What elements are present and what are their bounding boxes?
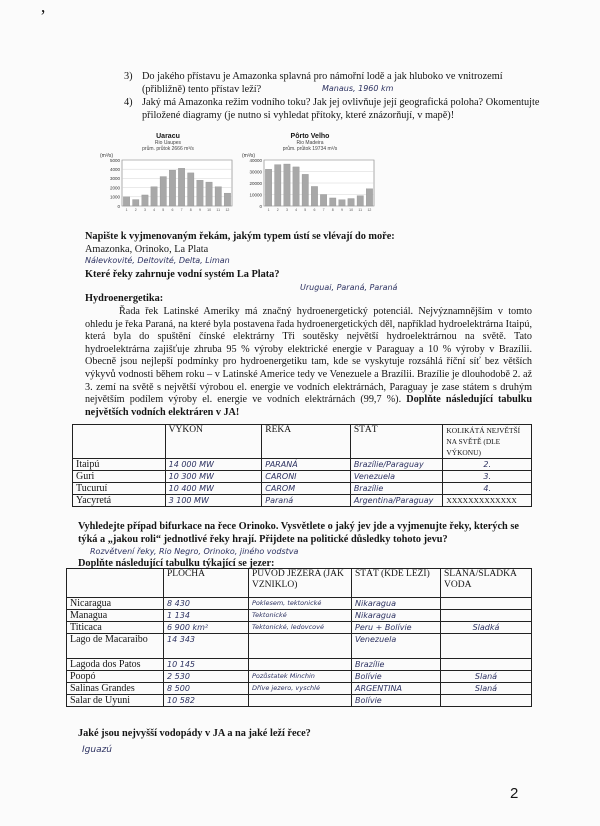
chart-river: Rio Madeira xyxy=(296,140,324,146)
table-cell: Guri xyxy=(73,471,166,483)
table-cell[interactable]: 8 500 xyxy=(164,683,249,695)
table-cell[interactable] xyxy=(249,695,352,707)
hydro-heading: Hydroenergetika: xyxy=(85,293,164,304)
table-cell[interactable]: CAROM xyxy=(262,483,351,495)
bar xyxy=(348,199,354,206)
waterfall-question: Jaké jsou nejvyšší vodopády v JA a na jaké leží řece? xyxy=(78,728,311,739)
table-cell[interactable]: Poklesem, tektonické xyxy=(249,598,352,610)
table-cell: Salar de Uyuni xyxy=(67,695,164,707)
x-tick-label: 5 xyxy=(162,208,165,212)
table-cell[interactable]: Dříve jezero, vyschlé xyxy=(249,683,352,695)
table-cell[interactable]: Venezuela xyxy=(352,634,441,659)
table-row xyxy=(73,483,532,495)
bar xyxy=(293,167,299,206)
page-number: 2 xyxy=(510,785,519,802)
table-cell[interactable]: ARGENTINA xyxy=(352,683,441,695)
mouth-question: Napište k vyjmenovaným řekám, jakým typem ústí se vlévají do moře: xyxy=(85,231,395,242)
table-cell[interactable]: Venezuela xyxy=(350,471,443,483)
y-tick-label: 0 xyxy=(259,203,262,209)
table-cell: XXXXXXXXXXXXX xyxy=(443,495,532,507)
table-cell[interactable]: 10 582 xyxy=(164,695,249,707)
x-tick-label: 7 xyxy=(180,208,183,212)
mouth-river-list: Amazonka, Orinoko, La Plata xyxy=(85,244,209,255)
chart-flow: prům. průtok 19734 m³/s xyxy=(282,146,338,152)
x-tick-label: 2 xyxy=(134,208,137,212)
x-tick-label: 2 xyxy=(276,208,279,212)
table-row xyxy=(73,471,532,483)
header-cell: VÝKON xyxy=(165,425,262,459)
bifurcation-question: Vyhledejte případ bifurkace na řece Orinoko. Vysvětlete o jaký jev jde a vyjmenujte řeky, kterých se týká a „jakou roli“ jednotlivé řeky hrají. Přijdete na politické důsledky tohoto jevu? xyxy=(78,521,519,545)
x-tick-label: 3 xyxy=(285,208,288,212)
table-cell: Yacyretá xyxy=(73,495,166,507)
table-cell[interactable]: Nikaragua xyxy=(352,598,441,610)
table-row xyxy=(67,659,532,671)
table-cell[interactable]: 10 145 xyxy=(164,659,249,671)
y-tick-label: 20000 xyxy=(249,180,262,186)
table-cell: Lagoda dos Patos xyxy=(67,659,164,671)
header-cell: STÁT xyxy=(350,425,443,459)
table-cell[interactable]: Slaná xyxy=(441,683,532,695)
question-4-number: 4) xyxy=(124,97,133,108)
table-cell[interactable]: CARONI xyxy=(262,471,351,483)
header-cell: ŘEKA xyxy=(262,425,351,459)
question-4 xyxy=(124,96,547,122)
x-tick-label: 5 xyxy=(304,208,307,212)
table-cell[interactable]: Brazílie xyxy=(350,483,443,495)
chart-flow: prům. průtok 2666 m³/s xyxy=(142,146,194,152)
y-tick-label: 5000 xyxy=(109,157,120,163)
table-cell[interactable]: Bolívie xyxy=(352,695,441,707)
table-cell: Tucuruí xyxy=(73,483,166,495)
header-cell xyxy=(67,569,164,598)
header-cell: STÁT (KDE LEŽÍ) xyxy=(352,569,441,598)
x-tick-label: 1 xyxy=(267,208,270,212)
chart-title: Pôrto Velho xyxy=(290,133,330,140)
la-plata-answer: Uruguai, Paraná, Paraná xyxy=(300,283,398,292)
chart-river: Rio Uaupes xyxy=(154,140,182,146)
question-4-text: Jaký má Amazonka režim vodního toku? Jak jej ovlivňuje její geografická poloha? Okomentujte přiložené diagramy (je nutno si vyhledat přítoky, které znázorňují, v mapě)! xyxy=(142,97,540,121)
table-cell[interactable]: 6 900 km² xyxy=(164,622,249,634)
table-row xyxy=(67,598,532,610)
x-tick-label: 12 xyxy=(367,208,372,212)
bar xyxy=(275,165,281,206)
mouth-answer: Nálevkovité, Deltovité, Delta, Liman xyxy=(85,256,230,265)
table-cell: Salinas Grandes xyxy=(67,683,164,695)
question-3-answer: Manaus, 1960 km xyxy=(322,84,394,93)
question-3-number: 3) xyxy=(124,71,133,82)
table-cell[interactable]: Nikaragua xyxy=(352,610,441,622)
bar xyxy=(265,169,271,206)
table-cell[interactable]: Argentina/Paraguay xyxy=(350,495,443,507)
header-cell: PŮVOD JEZERA (JAK VZNIKLO) xyxy=(249,569,352,598)
bar xyxy=(206,182,212,206)
table-cell[interactable]: PARANÁ xyxy=(262,459,351,471)
x-tick-label: 4 xyxy=(153,208,156,212)
table-cell[interactable] xyxy=(441,598,532,610)
y-tick-label: 40000 xyxy=(249,157,262,163)
y-tick-label: 10000 xyxy=(249,192,262,198)
bar xyxy=(188,173,194,206)
x-tick-label: 1 xyxy=(125,208,128,212)
table-row xyxy=(67,622,532,634)
chart-plot xyxy=(240,152,380,214)
y-tick-label: 4000 xyxy=(109,167,120,172)
question-3-text: Do jakého přístavu je Amazonka splavná pro námořní lodě a jak hluboko ve vnitrozemí (přibližně) tento přístav leží? xyxy=(142,71,503,95)
y-axis-unit: (m³/s) xyxy=(242,153,256,159)
bar xyxy=(151,187,157,206)
table-cell[interactable] xyxy=(441,634,532,659)
table-cell[interactable] xyxy=(249,634,352,659)
table-row xyxy=(73,459,532,471)
x-tick-label: 6 xyxy=(171,208,174,212)
bar xyxy=(133,200,139,206)
table-cell: Itaipú xyxy=(73,459,166,471)
table-cell[interactable]: Brazílie/Paraguay xyxy=(350,459,443,471)
table-cell[interactable]: Slaná xyxy=(441,671,532,683)
table-row xyxy=(73,495,532,507)
table-header-row xyxy=(67,569,532,598)
x-tick-label: 9 xyxy=(340,208,343,212)
table-cell[interactable]: Tektonické xyxy=(249,610,352,622)
chart-porto-velho xyxy=(240,133,380,218)
x-tick-label: 11 xyxy=(216,208,221,212)
bar xyxy=(142,195,148,206)
lakes-table xyxy=(66,568,532,707)
table-row xyxy=(67,695,532,707)
bifurcation-answer: Rozvětvení řeky, Rio Negro, Orinoko, jiného vodstva xyxy=(90,547,299,556)
y-axis-unit: (m³/s) xyxy=(100,153,114,159)
x-tick-label: 9 xyxy=(198,208,201,212)
table-cell[interactable]: 2. xyxy=(443,459,532,471)
bar xyxy=(302,174,308,206)
table-cell[interactable]: 3 100 MW xyxy=(165,495,262,507)
bar xyxy=(311,186,317,206)
header-cell: SLANÁ/SLADKÁ VODA xyxy=(441,569,532,598)
table-cell[interactable]: Pozůstatek Minchin xyxy=(249,671,352,683)
table-cell[interactable]: 8 430 xyxy=(164,598,249,610)
table-cell: Lago de Macaraibo xyxy=(67,634,164,659)
x-tick-label: 12 xyxy=(225,208,230,212)
header-cell xyxy=(73,425,166,459)
corner-mark: ʼ xyxy=(40,6,46,26)
table-cell: Titicaca xyxy=(67,622,164,634)
table-cell[interactable]: 14 343 xyxy=(164,634,249,659)
bar xyxy=(197,180,203,206)
table-cell[interactable]: 3. xyxy=(443,471,532,483)
y-tick-label: 30000 xyxy=(249,169,262,175)
table-cell[interactable] xyxy=(441,695,532,707)
table-cell[interactable]: 14 000 MW xyxy=(165,459,262,471)
table-row xyxy=(67,683,532,695)
x-tick-label: 3 xyxy=(143,208,146,212)
bar xyxy=(169,170,175,206)
bar xyxy=(284,164,290,206)
y-tick-label: 3000 xyxy=(109,176,120,182)
hydro-text: Řada řek Latinské Ameriky má značný hydroenergetický potenciál. Nejvýznamnějším v tomto ohledu je řeka Paraná, na které byla postavena řada hydroenergetických děl, například hydroelektrárna Itaipú, která byla do spuštění čínské elektrárny Tři soutěsky největší hydroelektrárnou na světě. Tato hydroelektrárna zajišťuje zhruba 95 % výroby elektrické energie v Paraguay a 10 % výroby v Brazílii. Obecně jsou nejlepší podmínky pro hydroenergetiku tam, kde se vyskytuje rozsáhlá říční síť bez větších výkyvů vodnosti během roku – v Latinské Americe tedy ve Venezuele a Brazílii. Brazílie je dlouhodobě 2. až 3. zemí na světě s největší výrobou el. energie ve vodních elektrárnách, Paraguay je zase státem s druhým největším podílem výroby el. energie ve vodních elektrárnách (99,7 %). xyxy=(85,306,532,406)
table-cell: Managua xyxy=(67,610,164,622)
bar xyxy=(123,197,129,206)
table-row xyxy=(67,634,532,659)
table-header-row xyxy=(73,425,532,459)
x-tick-label: 8 xyxy=(331,208,334,212)
table-cell[interactable]: 10 400 MW xyxy=(165,483,262,495)
bar xyxy=(215,187,221,206)
y-tick-label: 1000 xyxy=(109,194,120,200)
bar xyxy=(178,168,184,206)
x-tick-label: 11 xyxy=(358,208,363,212)
x-tick-label: 8 xyxy=(189,208,192,212)
chart-uaracu xyxy=(98,133,238,218)
table-cell[interactable] xyxy=(249,659,352,671)
table-row xyxy=(67,610,532,622)
table-cell[interactable]: Peru + Bolívie xyxy=(352,622,441,634)
x-tick-label: 6 xyxy=(313,208,316,212)
y-tick-label: 0 xyxy=(117,203,120,209)
table-cell[interactable]: 10 300 MW xyxy=(165,471,262,483)
table-cell[interactable]: 2 530 xyxy=(164,671,249,683)
bar xyxy=(357,196,363,206)
x-tick-label: 7 xyxy=(322,208,325,212)
x-tick-label: 4 xyxy=(295,208,298,212)
x-tick-label: 10 xyxy=(349,208,354,212)
hydro-instruction: Doplňte následující tabulku největších vodních elektráren v JA! xyxy=(85,394,533,418)
la-plata-question: Které řeky zahrnuje vodní systém La Plata? xyxy=(85,269,280,280)
table-cell[interactable] xyxy=(441,659,532,671)
bar xyxy=(160,177,166,206)
power-plants-table xyxy=(72,424,532,507)
bar xyxy=(339,200,345,206)
bar xyxy=(224,193,230,206)
lakes-instruction: Doplňte následující tabulku týkající se jezer: xyxy=(78,558,275,569)
chart-plot xyxy=(98,152,238,214)
table-cell[interactable]: Paraná xyxy=(262,495,351,507)
table-cell[interactable]: Brazílie xyxy=(352,659,441,671)
table-cell: Poopó xyxy=(67,671,164,683)
table-cell[interactable]: 4. xyxy=(443,483,532,495)
waterfall-answer: Iguazú xyxy=(82,745,113,755)
x-tick-label: 10 xyxy=(207,208,212,212)
table-cell[interactable]: Bolívie xyxy=(352,671,441,683)
bar xyxy=(366,189,372,206)
header-cell: KOLIKÁTÁ NEJVĚTŠÍ NA SVĚTĚ (DLE VÝKONU) xyxy=(443,425,532,459)
table-row xyxy=(67,671,532,683)
table-cell: Nicaragua xyxy=(67,598,164,610)
header-cell: PLOCHA xyxy=(164,569,249,598)
table-cell[interactable]: Sladká xyxy=(441,622,532,634)
table-cell[interactable]: 1 134 xyxy=(164,610,249,622)
hydro-paragraph xyxy=(85,306,532,419)
chart-title: Uaracu xyxy=(156,133,180,140)
table-cell[interactable]: Tektonické, ledovcové xyxy=(249,622,352,634)
bar xyxy=(330,198,336,206)
table-cell[interactable] xyxy=(441,610,532,622)
y-tick-label: 2000 xyxy=(109,185,120,191)
bar xyxy=(320,195,326,207)
